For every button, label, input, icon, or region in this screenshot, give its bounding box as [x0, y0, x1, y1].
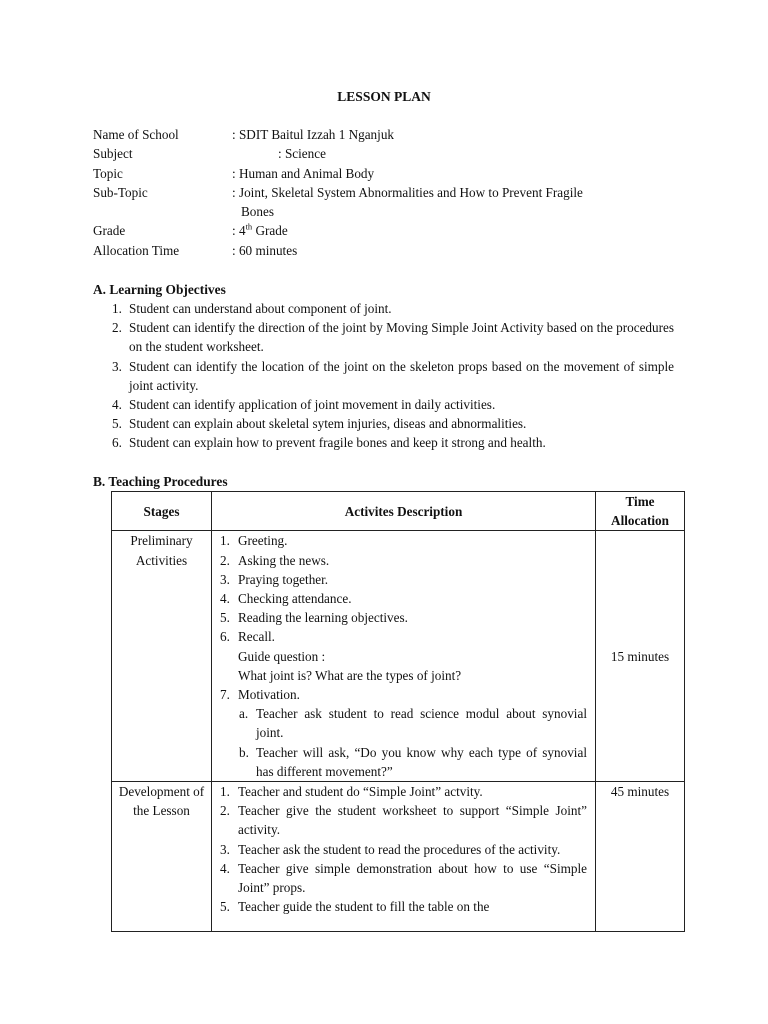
header-activities: Activites Description — [212, 492, 596, 531]
item-text: Reading the learning objectives. — [238, 610, 408, 626]
info-label: Topic — [93, 165, 123, 181]
item-text: Student can identify the location of the joint on the skeleton props based on the movement of simple joint activity. — [129, 358, 674, 393]
grade-number: : 4 — [232, 223, 246, 239]
time-cell: 15 minutes — [596, 531, 685, 782]
list-item — [93, 395, 674, 414]
item-number: 7. — [220, 687, 230, 703]
list-item — [93, 414, 674, 433]
list-item — [212, 801, 587, 839]
item-number: 2. — [220, 803, 230, 819]
item-number: 2. — [220, 552, 230, 568]
list-item — [212, 782, 587, 801]
item-number: 3. — [220, 841, 230, 857]
list-item — [212, 685, 587, 781]
list-item — [212, 570, 587, 589]
item-text: Student can identify the direction of the joint by Moving Simple Joint Activity based on the procedures on the student worksheet. — [129, 320, 674, 355]
list-item — [212, 608, 587, 627]
grade-suffix: th — [245, 222, 253, 233]
info-row-allocation — [93, 241, 683, 260]
header-stages: Stages — [112, 492, 212, 531]
info-row-topic — [93, 164, 683, 183]
item-text: Checking attendance. — [238, 591, 352, 607]
activities-list — [212, 531, 587, 781]
list-item — [93, 433, 674, 452]
item-letter: a. — [239, 706, 249, 722]
activities-list — [212, 782, 587, 916]
item-number: 5. — [220, 610, 230, 626]
table-header-row — [112, 492, 685, 531]
item-text: Greeting. — [238, 533, 288, 549]
info-row-subtopic — [93, 183, 683, 222]
item-text: Motivation. — [238, 687, 300, 703]
activities-cell — [212, 782, 596, 932]
info-label: Grade — [93, 223, 126, 239]
list-item — [212, 551, 587, 570]
info-row-grade — [93, 221, 683, 240]
item-text: Student can identify application of joint movement in daily activities. — [129, 397, 496, 413]
info-value — [232, 183, 683, 222]
item-text: Student can explain about skeletal sytem injuries, diseas and abnormalities. — [129, 416, 527, 432]
info-row-subject — [93, 144, 683, 163]
stage-cell: Development of the Lesson — [112, 782, 212, 932]
item-text: Teacher ask student to read science modul about synovial joint. — [256, 706, 587, 741]
item-number: 6. — [220, 629, 230, 645]
item-text: Teacher give the student worksheet to support “Simple Joint” activity. — [238, 803, 587, 838]
info-value: : Science — [278, 146, 326, 162]
info-label: Subject — [93, 146, 133, 162]
list-item — [93, 318, 674, 356]
sub-list-item — [238, 743, 587, 781]
table-row-preliminary — [112, 531, 685, 782]
list-item — [93, 299, 674, 318]
item-number: 3. — [220, 571, 230, 587]
info-label: Sub-Topic — [93, 184, 148, 200]
item-number: 4. — [220, 860, 230, 876]
section-b-heading: B. Teaching Procedures — [93, 474, 228, 489]
activities-clip — [212, 782, 595, 931]
stage-cell: Preliminary Activities — [112, 531, 212, 782]
info-value: : 60 minutes — [232, 242, 298, 258]
section-a-heading: A. Learning Objectives — [93, 282, 226, 297]
learning-objectives-list — [93, 299, 674, 453]
item-text: Asking the news. — [238, 552, 330, 568]
info-value: : SDIT Baitul Izzah 1 Nganjuk — [232, 127, 395, 142]
list-item — [93, 357, 674, 395]
item-number: 4. — [220, 591, 230, 607]
info-value: : Human and Animal Body — [232, 165, 375, 181]
item-number: 5. — [112, 416, 122, 432]
item-number: 3. — [112, 358, 122, 374]
item-text: Student can explain how to prevent fragile bones and keep it strong and health. — [129, 435, 546, 451]
lesson-info — [93, 125, 683, 260]
list-item — [212, 897, 587, 916]
item-number: 1. — [220, 784, 230, 800]
activities-cell — [212, 531, 596, 782]
item-number: 1. — [220, 533, 230, 549]
info-label: Allocation Time — [93, 242, 180, 258]
item-text: Teacher give simple demonstration about how to use “Simple Joint” props. — [238, 860, 587, 896]
item-text: Teacher will ask, “Do you know why each type of synovial has different movement?” — [256, 744, 587, 779]
info-label: Name of School — [93, 127, 179, 142]
list-item — [212, 840, 587, 859]
time-cell: 45 minutes — [596, 782, 685, 932]
item-text: Teacher guide the student to fill the table on the — [238, 899, 490, 915]
item-number: 2. — [112, 320, 122, 336]
subtopic-line-1: : Joint, Skeletal System Abnormalities and How to Prevent Fragile — [232, 184, 583, 200]
motivation-sub-list — [238, 704, 587, 781]
item-letter: b. — [239, 744, 249, 760]
item-number: 6. — [112, 435, 122, 451]
list-item — [212, 531, 587, 550]
guide-question-text: What joint is? What are the types of joint? — [238, 667, 462, 683]
info-value — [232, 221, 683, 240]
page-title: LESSON PLAN — [337, 89, 431, 104]
table-row-development — [112, 782, 685, 932]
item-text: Recall. — [238, 629, 275, 645]
item-number: 5. — [220, 899, 230, 915]
guide-question-label: Guide question : — [238, 648, 326, 664]
item-text: Teacher and student do “Simple Joint” actvity. — [238, 784, 483, 800]
header-time: Time Allocation — [596, 492, 685, 531]
grade-word: Grade — [252, 223, 288, 239]
item-text: Teacher ask the student to read the procedures of the activity. — [238, 841, 561, 857]
list-item — [212, 627, 587, 685]
list-item — [212, 589, 587, 608]
item-text: Student can understand about component of joint. — [129, 301, 392, 316]
sub-list-item — [238, 704, 587, 742]
item-text: Praying together. — [238, 571, 329, 587]
item-number: 1. — [112, 301, 122, 316]
subtopic-line-2: Bones — [241, 204, 274, 220]
info-row-school — [93, 125, 683, 144]
item-number: 4. — [112, 397, 122, 413]
list-item — [212, 859, 587, 897]
teaching-procedures-table — [111, 491, 685, 932]
